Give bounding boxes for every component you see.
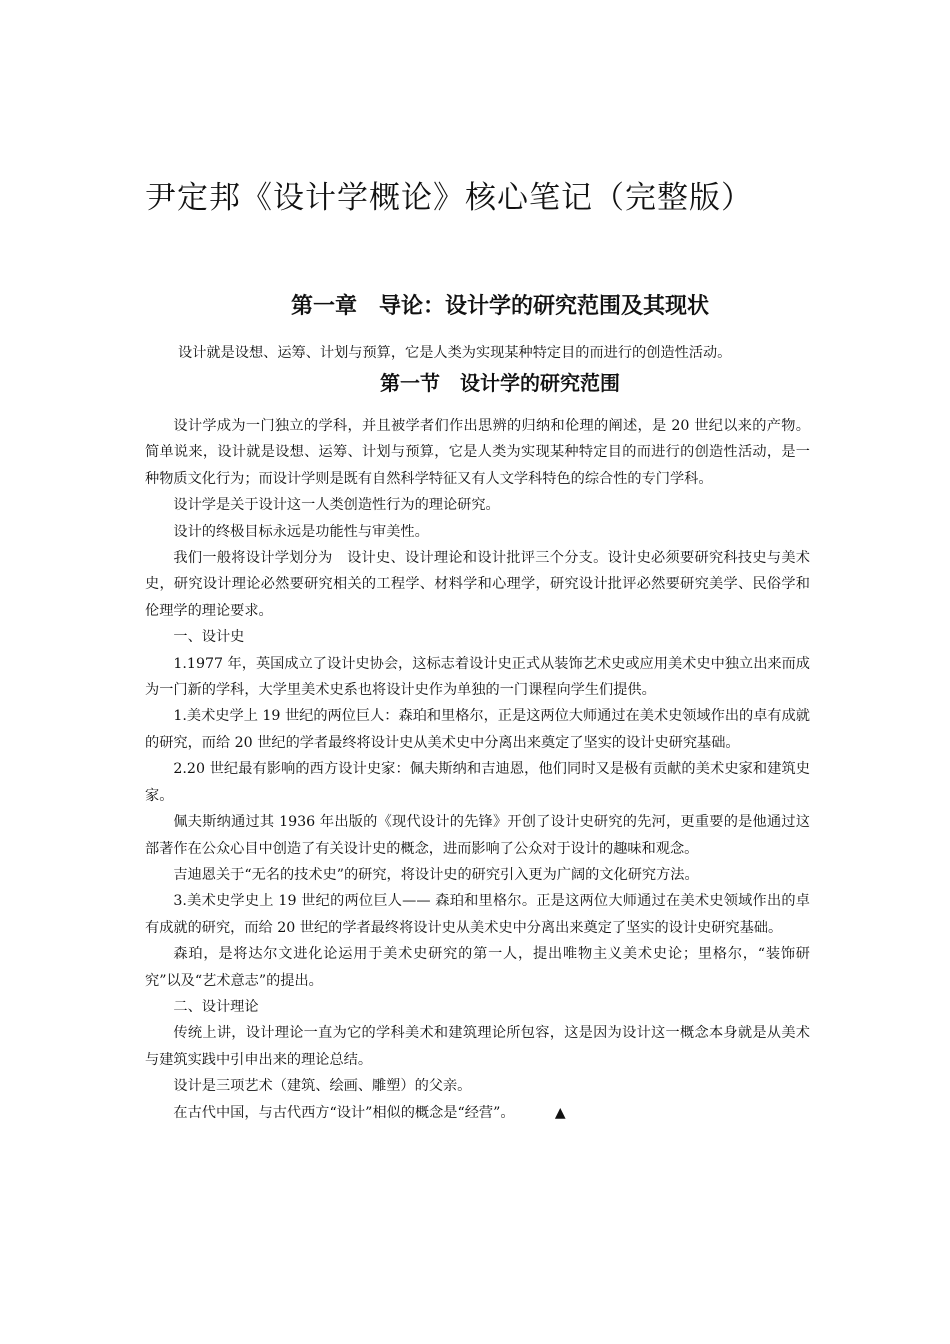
body-text	[145, 413, 810, 1126]
chapter-intro: 设计就是设想、运筹、计划与预算，它是人类为实现某种特定目的而进行的创造性活动。	[178, 345, 732, 361]
document-title: 尹定邦《设计学概论》核心笔记（完整版）	[145, 180, 753, 216]
triangle-marker-icon: ▲	[554, 1104, 566, 1121]
paragraph: 设计的终极目标永远是功能性与审美性。	[173, 523, 429, 540]
paragraph: 设计是三项艺术（建筑、绘画、雕塑）的父亲。	[173, 1078, 472, 1095]
paragraph-last	[145, 1100, 810, 1126]
paragraph: 1.美术史学上 19 世纪的两位巨人：森珀和里格尔，正是这两位大师通过在美术史领域作出的卓有成就的研究，而给 20 世纪的学者最终将设计史从美术史中分离出来奠定了坚实的设计史研究基础。	[145, 708, 810, 751]
subheading-design-history: 一、设计史	[173, 629, 245, 646]
paragraph: 吉迪恩关于“无名的技术史”的研究，将设计史的研究引入更为广阔的文化研究方法。	[173, 866, 699, 883]
section-title: 第一节 设计学的研究范围	[380, 371, 620, 395]
paragraph: 传统上讲，设计理论一直为它的学科美术和建筑理论所包容，这是因为设计这一概念本身就是从美术与建筑实践中引申出来的理论总结。	[145, 1025, 810, 1068]
paragraph: 设计学成为一门独立的学科，并且被学者们作出思辨的归纳和伦理的阐述，是 20 世纪以来的产物。简单说来，设计就是设想、运筹、计划与预算，它是人类为实现某种特定目的而进行的创造性活动，是一种物质文化行为；而设计学则是既有自然科学特征又有人文学科特色的综合性的专门学科。	[145, 418, 810, 487]
subheading-design-theory: 二、设计理论	[173, 998, 259, 1015]
paragraph: 我们一般将设计学划分为 设计史、设计理论和设计批评三个分支。设计史必须要研究科技史与美术史，研究设计理论必然要研究相关的工程学、材料学和心理学，研究设计批评必然要研究美学、民俗学和伦理学的理论要求。	[145, 550, 810, 619]
paragraph: 森珀，是将达尔文进化论运用于美术史研究的第一人，提出唯物主义美术史论；里格尔，“装饰研究”以及“艺术意志”的提出。	[145, 946, 810, 989]
paragraph: 2.20 世纪最有影响的西方设计史家：佩夫斯纳和吉迪恩，他们同时又是极有贡献的美术史家和建筑史家。	[145, 761, 810, 804]
paragraph-last-text: 在古代中国，与古代西方“设计”相似的概念是“经营”。	[173, 1104, 515, 1121]
paragraph: 佩夫斯纳通过其 1936 年出版的《现代设计的先锋》开创了设计史研究的先河，更重要的是他通过这部著作在公众心目中创造了有关设计史的概念，进而影响了公众对于设计的趣味和观念。	[145, 814, 810, 857]
chapter-title: 第一章 导论：设计学的研究范围及其现状	[290, 294, 709, 319]
paragraph: 1.1977 年，英国成立了设计史协会，这标志着设计史正式从装饰艺术史或应用美术史中独立出来而成为一门新的学科，大学里美术史系也将设计史作为单独的一门课程向学生们提供。	[145, 655, 810, 699]
paragraph: 3.美术史学史上 19 世纪的两位巨人—— 森珀和里格尔。正是这两位大师通过在美术史领域作出的卓有成就的研究，而给 20 世纪的学者最终将设计史从美术史中分离出来奠定了坚实的设计史研究基础。	[145, 893, 810, 936]
paragraph: 设计学是关于设计这一人类创造性行为的理论研究。	[173, 497, 500, 514]
